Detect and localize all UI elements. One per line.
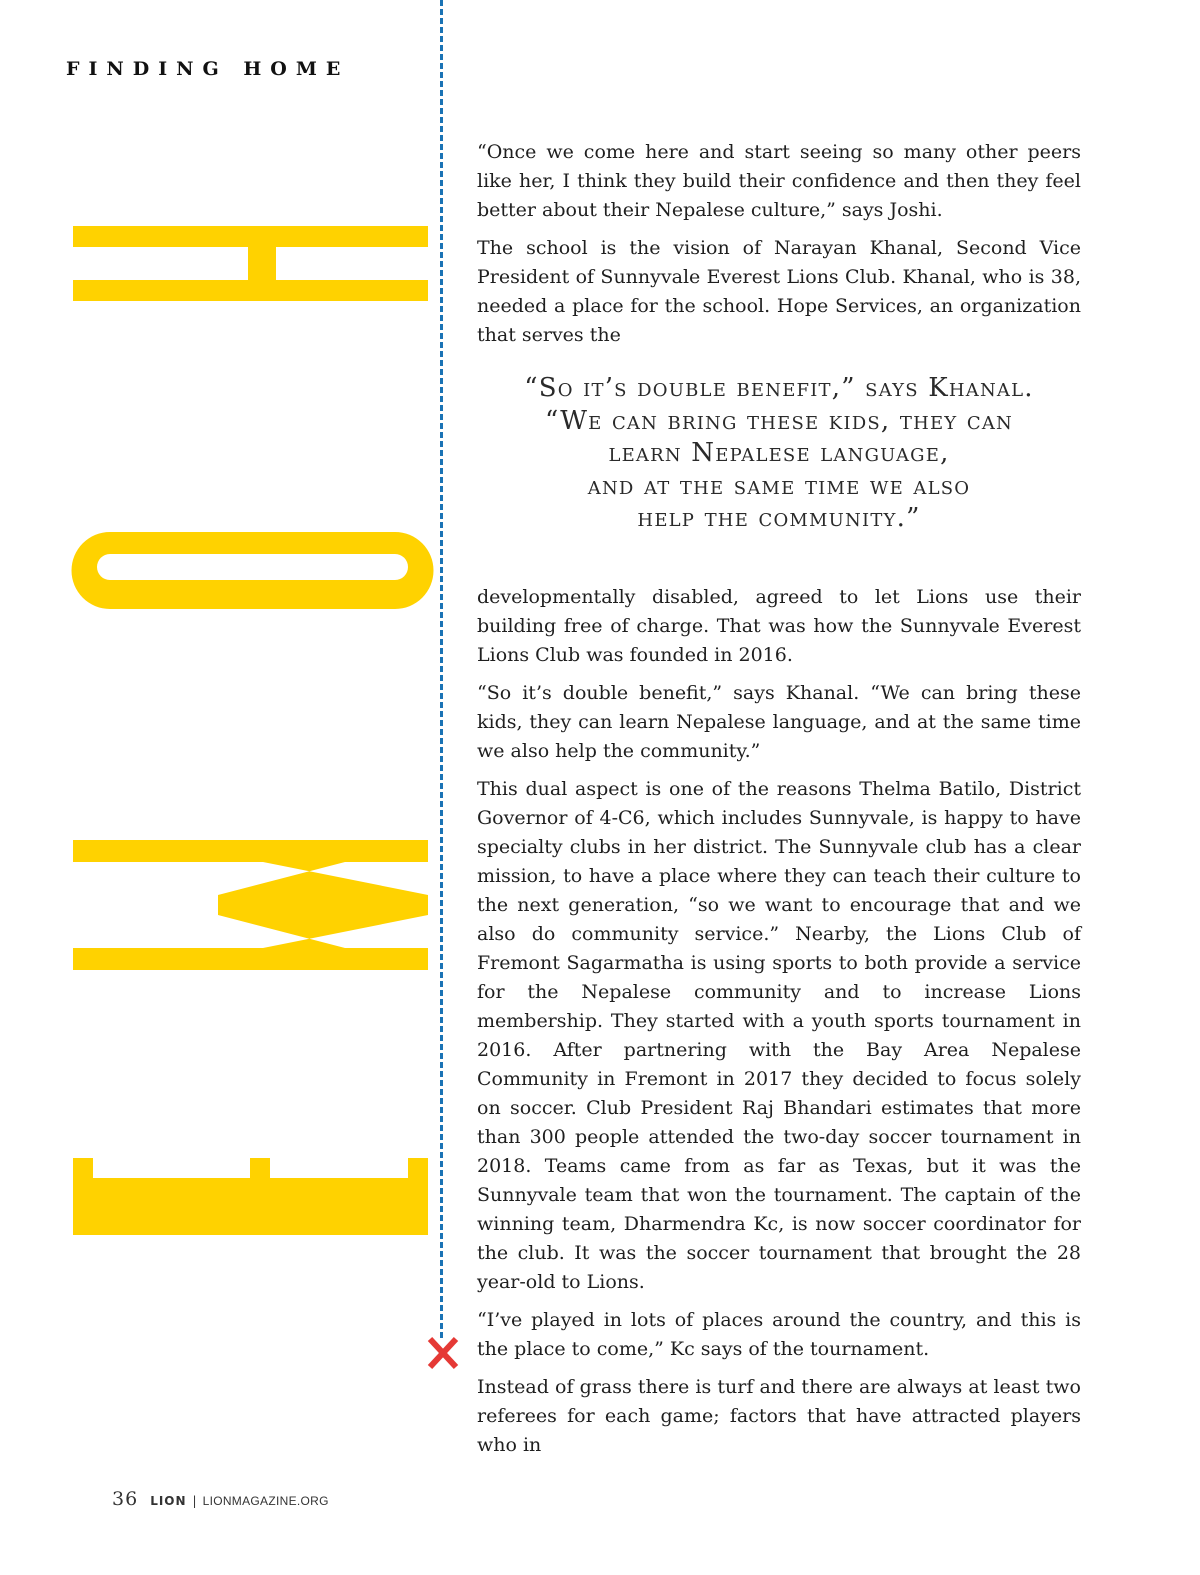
section-label: FINDING HOME <box>66 58 350 80</box>
page-footer <box>112 1488 329 1510</box>
page-number: 36 <box>112 1488 139 1510</box>
magazine-name: LION <box>150 1494 187 1508</box>
body-paragraph: developmentally disabled, agreed to let Lions use their building free of charge. That was how the Sunnyvale Everest Lions Club was founded in 2016. <box>477 586 1081 666</box>
article-column-bottom <box>477 583 1081 1469</box>
letter-o-shape <box>72 532 434 609</box>
pull-quote <box>477 372 1081 535</box>
footer-separator: | <box>192 1494 197 1508</box>
article-column-top <box>477 138 1081 359</box>
letter-e-shape <box>73 1158 428 1235</box>
body-paragraph: This dual aspect is one of the reasons Thelma Batilo, District Governor of 4-C6, which includes Sunnyvale, is happy to have specialty clubs in her district. The Sunnyvale club has a clear mission, to have a place where they can teach their culture to the next generation, “so we want to encourage that and we also do community service.” Nearby, the Lions Club of Fremont Sagarmatha is using sports to both provide a service for the Nepalese community and to increase Lions membership. They started with a youth sports tournament in 2016. After partnering with the Bay Area Nepalese Community in Fremont in 2017 they decided to focus solely on soccer. Club President Raj Bhandari estimates that more than 300 people attended the two-day soccer tournament in 2018. Teams came from as far as Texas, but it was the Sunnyvale team that won the tournament. The captain of the winning team, Dharmendra Kc, is now soccer coordinator for the club. It was the soccer tournament that brought the 28 year-old to Lions. <box>477 778 1081 1293</box>
pull-quote-line: learn Nepalese language, <box>608 438 950 468</box>
body-paragraph: “So it’s double benefit,” says Khanal. “We can bring these kids, they can learn Nepalese language, and at the same time we also help the community.” <box>477 682 1081 762</box>
body-paragraph: Instead of grass there is turf and there are always at least two referees for each game; factors that have attracted players who in <box>477 1376 1081 1456</box>
decorative-home-word <box>63 210 438 1255</box>
letter-h-shape <box>73 226 428 301</box>
pull-quote-line: and at the same time we also <box>587 470 971 501</box>
pull-quote-line: “So it’s double benefit,” says Khanal. <box>524 373 1034 403</box>
dashed-divider-line <box>440 0 443 1338</box>
body-paragraph: “I’ve played in lots of places around the country, and this is the place to come,” Kc says of the tournament. <box>477 1309 1081 1360</box>
pull-quote-line: “We can bring these kids, they can <box>545 405 1013 436</box>
x-mark-icon <box>426 1333 460 1373</box>
body-paragraph: The school is the vision of Narayan Khanal, Second Vice President of Sunnyvale Everest Lions Club. Khanal, who is 38, needed a place for the school. Hope Services, an organization that serves the <box>477 237 1081 346</box>
website-url: LIONMAGAZINE.ORG <box>202 1494 329 1508</box>
body-paragraph: “Once we come here and start seeing so many other peers like her, I think they build their confidence and then they feel better about their Nepalese culture,” says Joshi. <box>477 141 1081 221</box>
letter-m-shape <box>73 840 428 970</box>
pull-quote-line: help the community.” <box>637 503 921 533</box>
